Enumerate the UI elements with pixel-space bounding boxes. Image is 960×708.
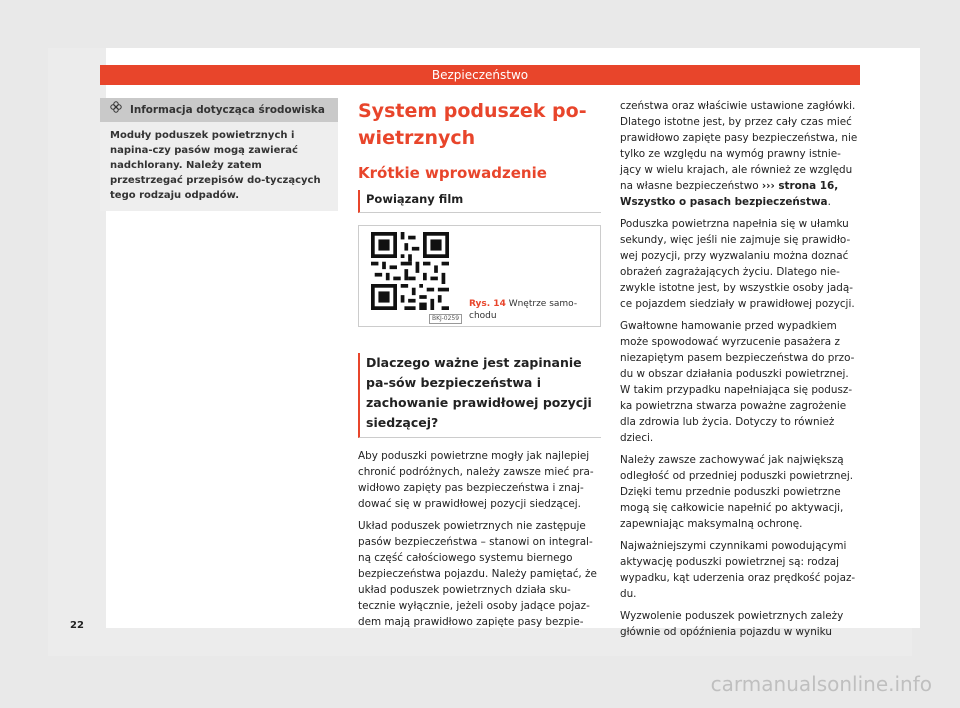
figure-number: Rys. 14: [469, 299, 506, 309]
section-subtitle: Krótkie wprowadzenie: [358, 164, 547, 182]
paragraph: Aby poduszki powietrzne mogły jak najlepiej chronić podróżnych, należy zawsze mieć pra-widłowo zapięty pas bezpieczeństwa i znaj-dować się w prawidłowej pozycji siedzącej.: [358, 450, 594, 510]
section-header-bar: Bezpieczeństwo: [100, 65, 860, 85]
figure-code: BKJ-0259: [429, 314, 462, 324]
figure-box: [358, 225, 601, 327]
question-heading: Dlaczego ważne jest zapinanie pa-sów bezpieczeństwa i zachowanie prawidłowej pozycji siedzącej?: [358, 353, 601, 438]
paragraph: Gwałtowne hamowanie przed wypadkiem może spowodować wyrzucenie pasażera z niezapiętym pasem bezpieczeństwa do przo-du w obszar działania poduszki powietrznej. W takim przypadku napełniająca się podusz-ka powietrzna stwarza poważne zagrożenie dla zdrowia lub życia. Dotyczy to również dzieci.: [620, 320, 855, 444]
environment-info-box: [100, 98, 338, 211]
figure-caption: [469, 298, 597, 322]
section-title: System poduszek po-wietrznych: [358, 100, 587, 149]
related-video-heading: Powiązany film: [358, 190, 601, 213]
environment-info-header: [100, 98, 338, 122]
page-number: 22: [70, 620, 84, 631]
figure-caption-text: Wnętrze samo-chodu: [469, 299, 578, 321]
environment-info-title: Informacja dotycząca środowiska: [130, 104, 325, 116]
paragraph: Wyzwolenie poduszek powietrznych zależy głównie od opóźnienia pojazdu w wyniku: [620, 610, 844, 638]
paragraph: Należy zawsze zachowywać jak największą odległość od przedniej poduszki powietrznej. Dzięki temu przednie poduszki powietrzne mogą się całkowicie napełnić po aktywacji, zapewniając maksymalną ochronę.: [620, 454, 854, 530]
paragraph: Poduszka powietrzna napełnia się w ułamku sekundy, więc jeśli nie zajmuje się prawidło-wej pozycji, przy wyzwalaniu można doznać obrażeń zagrażających życiu. Dlatego nie-zwykle istotne jest, by wszystkie osoby jadą-ce pojazdem siedziały w prawidłowej pozycji.: [620, 218, 855, 310]
paragraph: czeństwa oraz właściwie ustawione zagłówki. Dlatego istotne jest, by przez cały czas mieć prawidłowo zapięte pasy bezpieczeństwa, nie tylko ze względu na wymóg prawny istnie-jący w wielu krajach, ale również ze względu na własne bezpieczeństwo ››› strona 16, Wszystko o pasach bezpieczeństwa.: [620, 100, 858, 208]
paragraph-text: czeństwa oraz właściwie ustawione zagłówki. Dlatego istotne jest, by przez cały czas mieć prawidłowo zapięte pasy bezpieczeństwa, nie tylko ze względu na wymóg prawny istnie-jący w wielu krajach, ale również ze względu na własne bezpieczeństwo: [620, 100, 858, 192]
flower-icon: [110, 98, 122, 122]
paragraph: Najważniejszymi czynnikami powodującymi aktywację poduszki powietrznej są: rodzaj wypadku, kąt uderzenia oraz prędkość pojaz-du.: [620, 540, 856, 600]
qr-code-icon[interactable]: [371, 232, 449, 310]
column-left: [100, 98, 338, 211]
column-middle: [358, 98, 601, 636]
paragraph: Układ poduszek powietrznych nie zastępuje pasów bezpieczeństwa – stanowi on integral-ną część całościowego systemu biernego bezpieczeństwa pojazdu. Należy pamiętać, że układ poduszek powietrznych działa sku-tecznie wyłącznie, jeżeli osoby jadące pojaz-dem mają prawidłowo zapięte pasy bezpie-: [358, 520, 597, 628]
environment-info-body: Moduły poduszek powietrznych i napina-czy pasów mogą zawierać nadchlorany. Należy zatem przestrzegać przepisów do-tyczących tego rodzaju odpadów.: [110, 130, 321, 201]
column-right: [620, 98, 860, 646]
watermark: carmanualsonline.info: [710, 672, 932, 696]
page-reference-link[interactable]: ››› strona 16, Wszystko o pasach bezpieczeństwa: [620, 180, 839, 208]
